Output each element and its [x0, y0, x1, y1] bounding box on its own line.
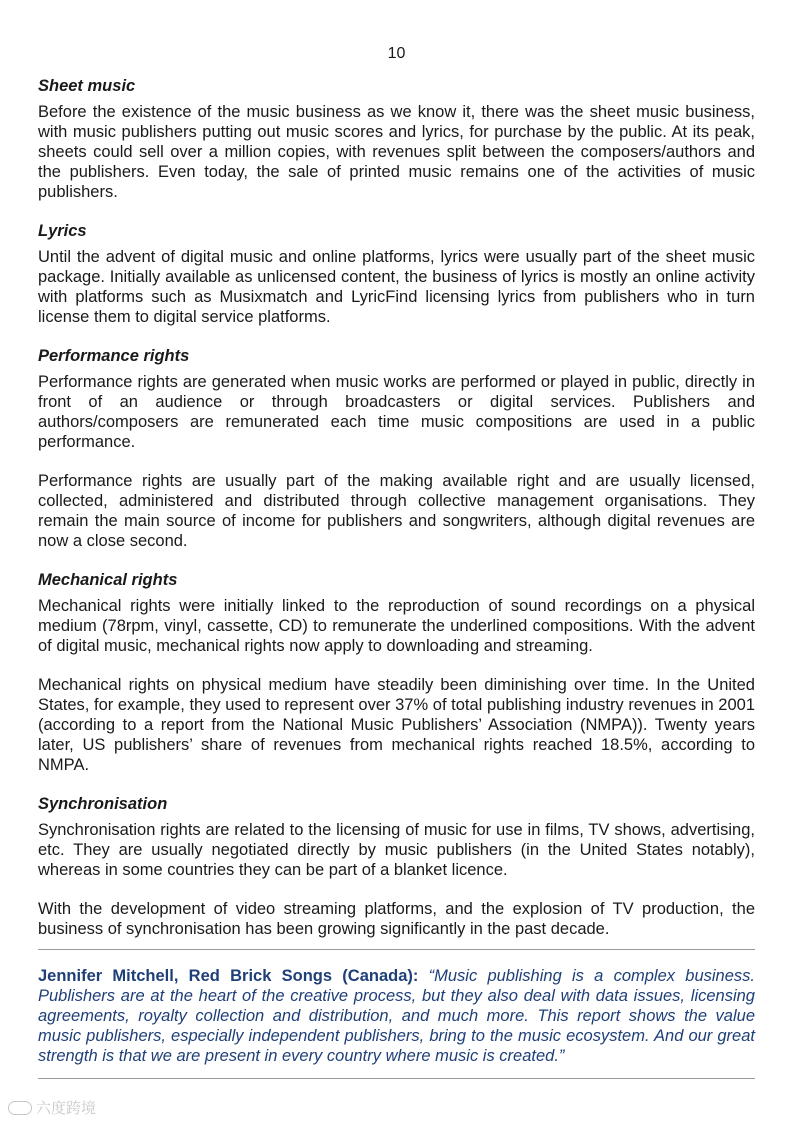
divider-bottom — [38, 1078, 755, 1079]
paragraph: Until the advent of digital music and online platforms, lyrics were usually part of the sheet music package. Initially available as unlicensed content, the business of lyrics is mostly an online activity with platforms such as Musixmatch and LyricFind licensing lyrics from publishers who in turn license them to digital service platforms. — [38, 248, 755, 326]
quote-text: “Music publishing is a complex business. Publishers are at the heart of the creative process, but they also deal with data issues, licensing agreements, royalty collection and distribution, and much more. This report shows the value music publishers, especially independent publishers, bring to the music ecosystem. And our great strength is that we are present in every country where music is created.” — [38, 967, 755, 1065]
page-number: 10 — [387, 45, 406, 62]
section-heading: Mechanical rights — [38, 571, 178, 589]
paragraph: Synchronisation rights are related to the licensing of music for use in films, TV shows, advertising, etc. They are usually negotiated directly by music publishers (in the United States notably), whereas in some countries they can be part of a blanket licence. — [38, 821, 755, 879]
section-heading: Performance rights — [38, 347, 190, 365]
paragraph: Performance rights are usually part of the making available right and are usually licensed, collected, administered and distributed through collective management organisations. They remain the main source of income for publishers and songwriters, although digital revenues are now a close second. — [38, 472, 755, 550]
paragraph: Mechanical rights on physical medium have steadily been diminishing over time. In the United States, for example, they used to represent over 37% of total publishing industry revenues in 2001 (according to a report from the National Music Publishers’ Association (NMPA)). Twenty years later, US publishers’ share of revenues from mechanical rights reached 18.5%, according to NMPA. — [38, 676, 755, 774]
paragraph: With the development of video streaming platforms, and the explosion of TV production, the business of synchronisation has been growing significantly in the past decade. — [38, 900, 755, 938]
section-lyrics — [38, 221, 755, 327]
paragraph: Before the existence of the music business as we know it, there was the sheet music business, with music publishers putting out music scores and lyrics, for purchase by the public. At its peak, sheets could sell over a million copies, with revenues split between the composers/authors and the publishers. Even today, the sale of printed music remains one of the activities of music publishers. — [38, 103, 755, 201]
section-mechanical-rights — [38, 570, 755, 775]
quote-author: Jennifer Mitchell, Red Brick Songs (Canada): — [38, 967, 419, 985]
watermark — [8, 1097, 96, 1118]
quote-block — [38, 966, 755, 1066]
paragraph: Performance rights are generated when music works are performed or played in public, directly in front of an audience or through broadcasters or digital services. Publishers and authors/composers are remunerated each time music compositions are used in a public performance. — [38, 373, 755, 451]
paragraph: Mechanical rights were initially linked to the reproduction of sound recordings on a physical medium (78rpm, vinyl, cassette, CD) to remunerate the underlined compositions. With the advent of digital music, mechanical rights now apply to downloading and streaming. — [38, 597, 755, 655]
section-sheet-music — [38, 76, 755, 202]
watermark-logo-icon — [8, 1101, 32, 1115]
section-synchronisation — [38, 794, 755, 939]
document-body — [38, 76, 755, 1079]
section-heading: Lyrics — [38, 222, 87, 240]
section-heading: Synchronisation — [38, 795, 168, 813]
section-heading: Sheet music — [38, 77, 136, 95]
section-performance-rights — [38, 346, 755, 551]
divider-top — [38, 949, 755, 950]
watermark-text: 六度跨境 — [36, 1100, 97, 1117]
